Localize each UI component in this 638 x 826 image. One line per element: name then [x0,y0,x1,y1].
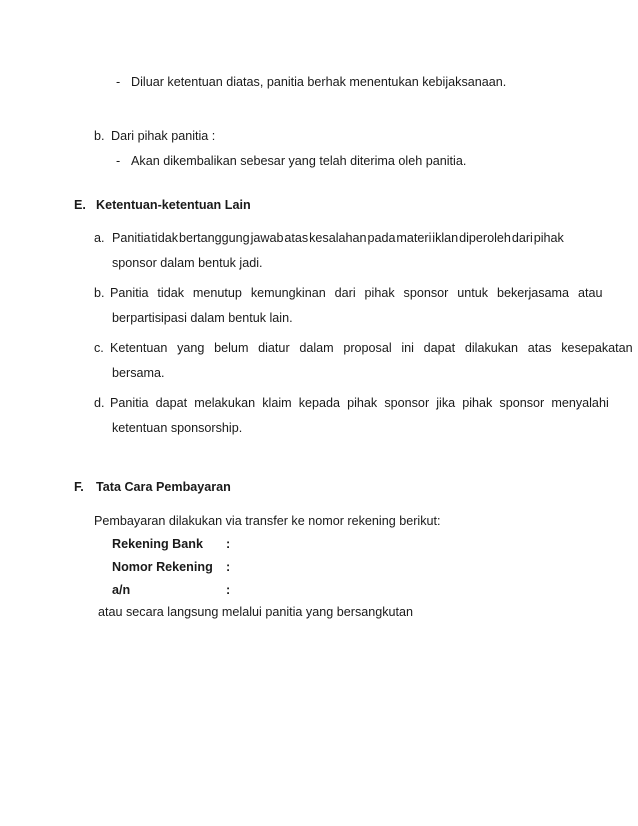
bullet-dash: - [116,75,121,89]
word: diperoleh [459,231,511,245]
word: pihak [533,231,564,245]
section-e-marker: E. [74,198,86,212]
section-e-item-line2: bersama. [112,366,165,380]
word: atas [284,231,309,245]
word: dari [511,231,533,245]
section-e-item-line2: ketentuan sponsorship. [112,421,243,435]
item-b-sub-text: Akan dikembalikan sebesar yang telah diterima oleh panitia. [131,154,467,168]
word: iklan [432,231,459,245]
section-e-item-line1 [112,230,564,246]
section-f-heading: Tata Cara Pembayaran [96,480,231,494]
section-e-item-line1: Panitia tidak menutup kemungkinan dari pihak sponsor untuk bekerjasama atau [110,286,603,300]
item-b-text: Dari pihak panitia : [111,129,216,143]
section-e-item-line1: Ketentuan yang belum diatur dalam proposal ini dapat dilakukan atas kesepakatan [110,341,633,355]
section-f-marker: F. [74,480,84,494]
section-e-item-line1: Panitia dapat melakukan klaim kepada pihak sponsor jika pihak sponsor menyalahi [110,396,609,410]
word: tidak [151,231,179,245]
section-e-item-marker: b. [94,286,105,300]
word: materi [396,231,432,245]
section-e-item-marker: a. [94,231,105,245]
field-colon: : [226,560,231,574]
field-colon: : [226,583,231,597]
section-e-heading: Ketentuan-ketentuan Lain [96,198,251,212]
section-e-item-line2: sponsor dalam bentuk jadi. [112,256,263,270]
field-label-atas-nama: a/n [112,583,131,597]
section-e-item-line2: berpartisipasi dalam bentuk lain. [112,311,293,325]
word: Panitia [112,231,151,245]
field-label-nomor-rekening: Nomor Rekening [112,560,213,574]
field-colon: : [226,537,231,551]
section-e-item-marker: c. [94,341,104,355]
word: jawab [250,231,284,245]
item-b-sub-dash: - [116,154,121,168]
field-label-rekening-bank: Rekening Bank [112,537,203,551]
word: kesalahan [309,231,367,245]
section-f-closing: atau secara langsung melalui panitia yang bersangkutan [98,605,414,619]
word: bertanggung [178,231,250,245]
item-b-marker: b. [94,129,105,143]
word: pada [367,231,396,245]
bullet-text: Diluar ketentuan diatas, panitia berhak menentukan kebijaksanaan. [131,75,507,89]
section-f-intro: Pembayaran dilakukan via transfer ke nomor rekening berikut: [94,514,441,528]
section-e-item-marker: d. [94,396,105,410]
